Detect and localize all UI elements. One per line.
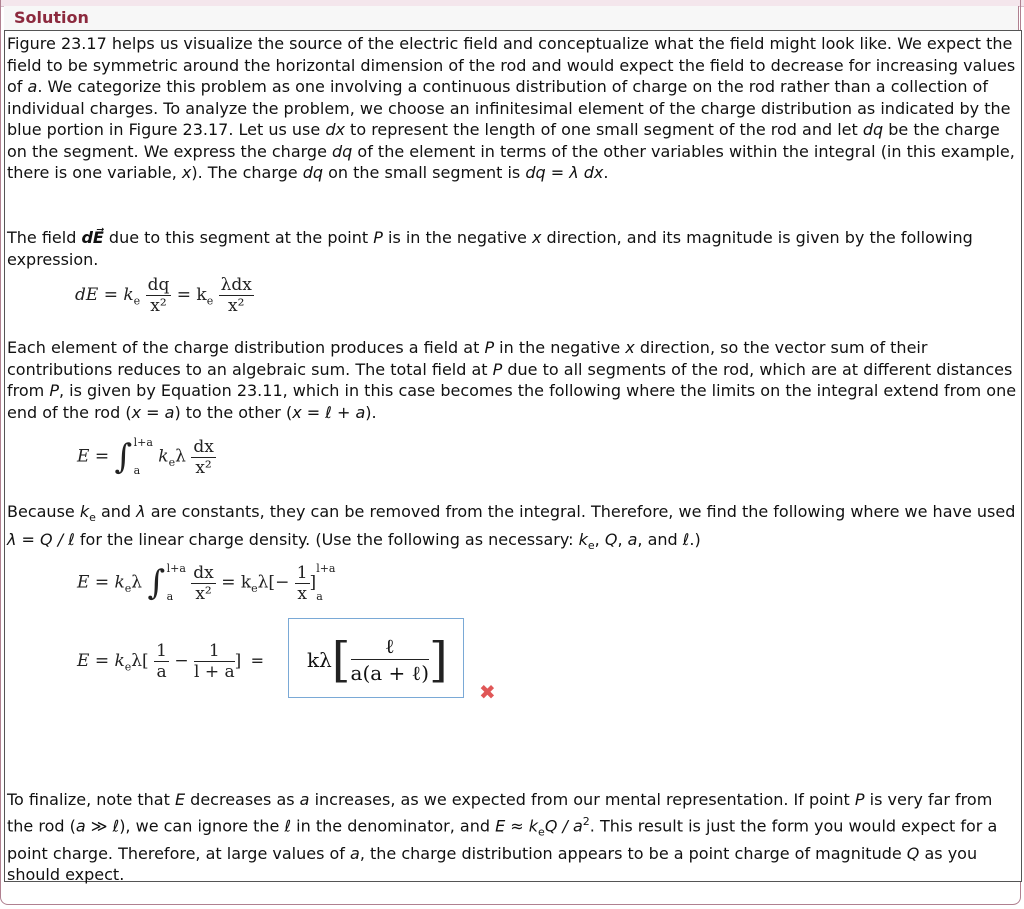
solution-title: Solution bbox=[14, 8, 89, 27]
answer-numerator: ℓ bbox=[351, 633, 430, 660]
solution-content bbox=[4, 30, 1022, 885]
paragraph-constants: Because $k_e$ and λ are constants, they can be removed from the integral. Therefore, we find the following where we have used λ = Q / ℓ for the linear charge density. (Use the following as necessary: $k_e$, Q, a, and ℓ.) bbox=[7, 502, 1016, 552]
paragraph-field: The field dE⃗ due to this segment at the point P is in the negative x direction, and its magnitude is given by the following expression. bbox=[7, 228, 973, 269]
answer-coefficient: kλ bbox=[307, 647, 332, 672]
x-mark-icon: ✖ bbox=[479, 680, 496, 704]
solution-header bbox=[4, 6, 1019, 30]
integral-sign: ∫ bbox=[147, 563, 166, 603]
answer-denominator: a(a + ℓ) bbox=[350, 661, 430, 685]
equation-integral: E = ∫ l+a a $k_e\lambda$ $\frac{dx}{\text{x²}}$ bbox=[77, 436, 214, 478]
paragraph-finalize: To finalize, note that E decreases as a increases, as we expected from our mental representation. If point P is very far from the rod (a ≫ ℓ), we can ignore the ℓ in the denominator, and $E \approx k_eQ / a^2$. This result is just the form you would expect for a point charge. Therefore, at large values of a, the charge distribution appears to be a point charge of magnitude Q as you should expect. bbox=[7, 790, 998, 885]
left-bracket: [ bbox=[331, 631, 351, 688]
integral-sign: ∫ bbox=[114, 437, 133, 477]
paragraph-intro: Figure 23.17 helps us visualize the source of the electric field and conceptualize what the field might look like. We expect the field to be symmetric around the horizontal dimension of the rod and would expect the field to decrease for increasing values of a. We categorize this problem as one involving a continuous distribution of charge on the rod rather than a collection of individual charges. To analyze the problem, we choose an infinitesimal element of the charge distribution as indicated by the blue portion in Figure 23.17. Let us use dx to represent the length of one small segment of the rod and let dq be the charge on the segment. We express the charge dq of the element in terms of the other variables within the integral (in this example, there is one variable, x). The charge dq on the small segment is dq = λ dx. bbox=[7, 34, 1016, 182]
paragraph-sum: Each element of the charge distribution produces a field at P in the negative x direction, so the vector sum of their contributions reduces to an algebraic sum. The total field at P due to all segments of the rod, which are at different distances from P, is given by Equation 23.11, which in this case becomes the following where the limits on the integral extend from one end of the rod (x = a) to the other (x = ℓ + a). bbox=[7, 338, 1017, 422]
equation-integral-evaluated: $E = k_e\lambda$ ∫ l+a a $\frac{dx}{\text{x²}}$ = $k_e\lambda[-$ $\frac{1}{x}$ ] l+a a bbox=[77, 562, 336, 604]
answer-input[interactable] bbox=[288, 618, 464, 698]
equation-result: $E = k_e\lambda$[ $\frac{1}{a}$ − $\frac{1}{l + a}$ ] = bbox=[77, 641, 265, 682]
equation-dE: dE = $k_e$ $\frac{dq}{\text{x²}}$ = $k_e$ $\frac{\text{λdx}}{\text{x²}}$ bbox=[75, 275, 252, 316]
right-bracket: ] bbox=[429, 631, 448, 688]
